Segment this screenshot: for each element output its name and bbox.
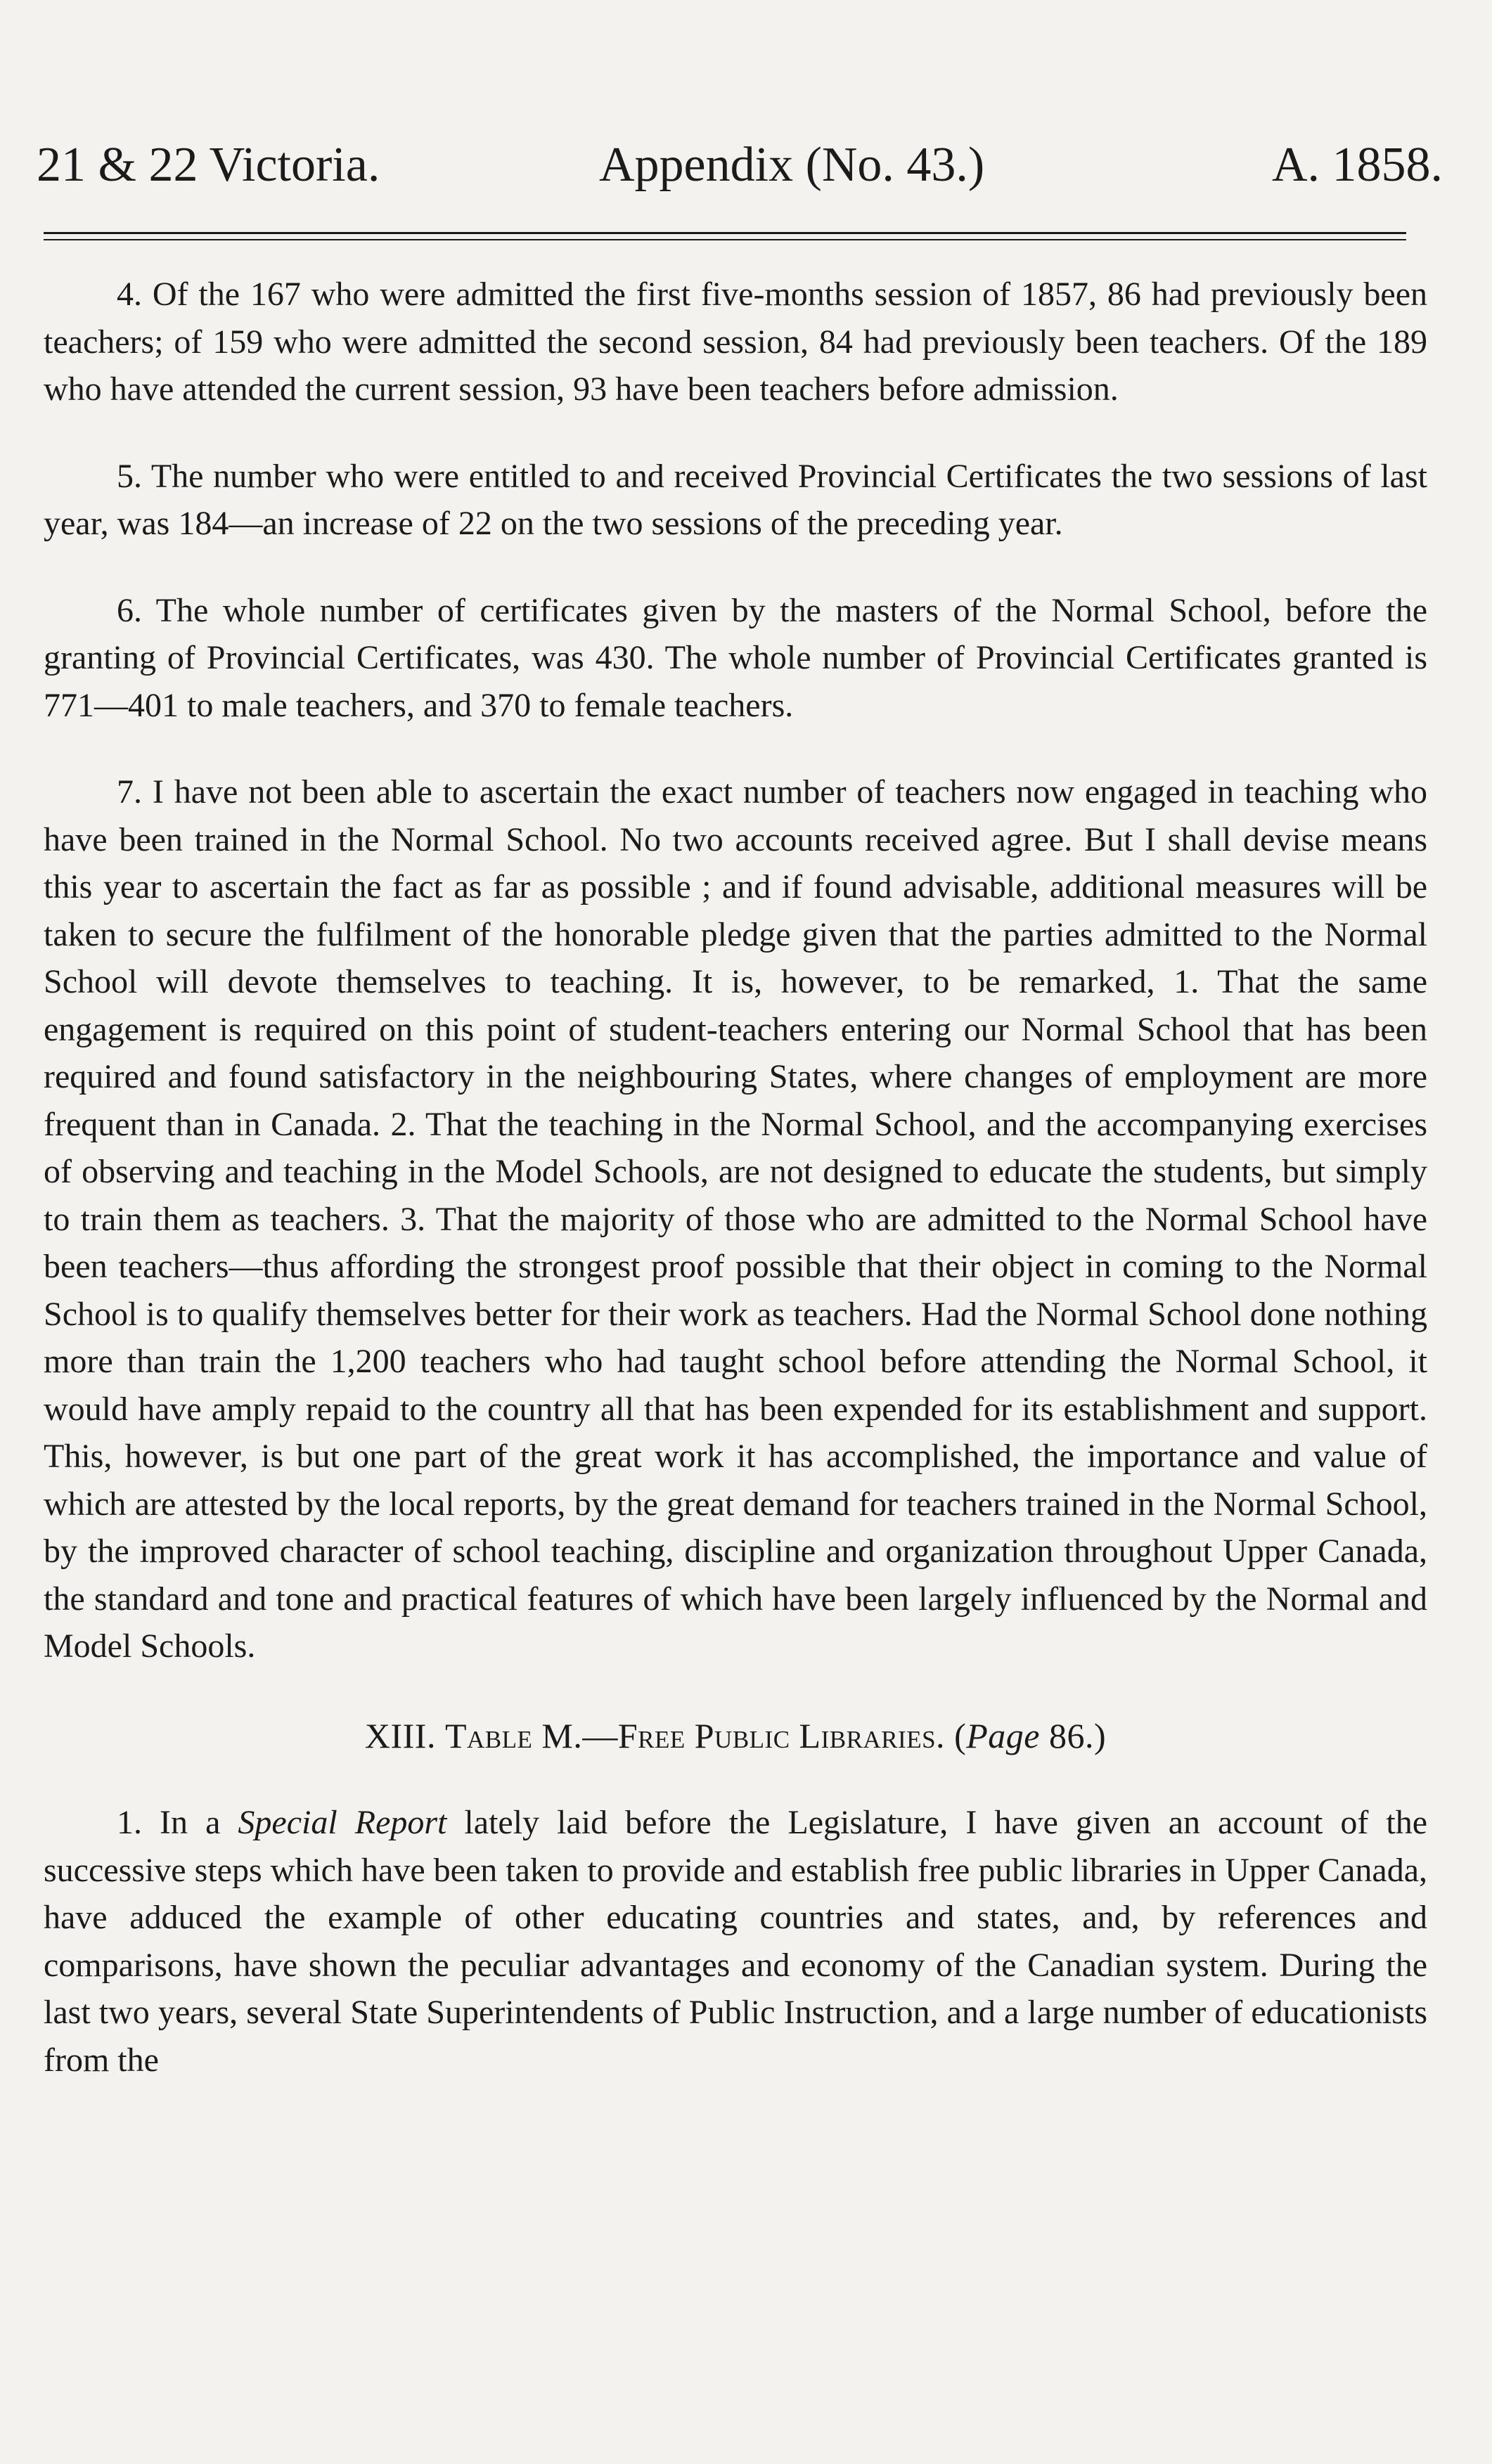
paragraph-7: 7. I have not been able to ascertain the exact number of teachers now engaged in teaching who have been trained in the Normal School. No two accounts received agree. But I shall devise means this year to ascertain the fact as far as possible ; and if found advisable, additional measures will be taken to secure the fulfilment of the honorable pledge given that the parties admitted to the Normal School will devote themselves to teaching. It is, however, to be remarked, 1. That the same engagement is required on this point of student-teachers entering our Normal School that has been required and found satisfactory in the neighbouring States, where changes of employment are more frequent than in Canada. 2. That the teaching in the Normal School, and the accompanying exercises of observing and teaching in the Model Schools, are not designed to educate the students, but simply to train them as teachers. 3. That the majority of those who are admitted to the Normal School have been teachers—thus affording the strongest proof possible that their object in coming to the Normal School is to qualify themselves better for their work as teachers. Had the Normal School done nothing more than train the 1,200 teachers who had taught school before attending the Normal School, it would have amply repaid to the country all that has been expended for its establishment and support. This, however, is but one part of the great work it has accomplished, the importance and value of which are attested by the local reports, by the great demand for teachers trained in the Normal School, by the improved character of school teaching, discipline and organization throughout Upper Canada, the standard and tone and practical features of which have been largely influenced by the Normal and Model Schools. xyxy=(44,773,1427,1665)
header-center: Appendix (No. 43.) xyxy=(599,138,985,192)
header-left: 21 & 22 Victoria. xyxy=(37,138,380,192)
section-paragraph-1 xyxy=(44,1799,1427,2084)
section-numeral: XIII. xyxy=(364,1715,436,1755)
running-header xyxy=(37,134,1443,197)
section-paragraph-rest: lately laid before the Legislature, I have given an account of the successive steps which have been taken to provide and establish free public libraries in Upper Canada, have adduced the example of other educating countries and states, and, by references and comparisons, have shown the peculiar advantages and economy of the Canadian system. During the last two years, several State Superintendents of Public Instruction, and a large number of educationists from the xyxy=(44,1804,1428,2079)
section-title: Table M.—Free Public Libraries. xyxy=(444,1715,946,1755)
section-heading xyxy=(44,1712,1427,1760)
section-page-number: 86. xyxy=(1048,1715,1094,1755)
section-page-word: Page xyxy=(966,1715,1040,1755)
section-paragraph-lead: 1. In a xyxy=(117,1804,238,1841)
header-right: A. 1858. xyxy=(1271,138,1443,192)
header-rule-bottom xyxy=(44,239,1406,240)
paragraph-6: 6. The whole number of certificates given by the masters of the Normal School, before the granting of Provincial Certificates, was 430. The whole number of Provincial Certificates granted is 771—401 to male teachers, and 370 to female teachers. xyxy=(44,591,1427,724)
paragraph-4: 4. Of the 167 who were admitted the first five-months session of 1857, 86 had previously been teachers; of 159 who were admitted the second session, 84 had previously been teachers. Of the 189 who have attended the current session, 93 have been teachers before admission. xyxy=(44,276,1427,408)
header-rule-top xyxy=(44,232,1406,234)
section-close-paren: ) xyxy=(1093,1715,1107,1755)
body-text xyxy=(44,271,1427,2123)
paragraph-5: 5. The number who were entitled to and received Provincial Certificates the two sessions of last year, was 184—an increase of 22 on the two sessions of the preceding year. xyxy=(44,457,1427,542)
section-open-paren: ( xyxy=(954,1715,967,1755)
special-report-italic: Special Report xyxy=(238,1804,447,1841)
